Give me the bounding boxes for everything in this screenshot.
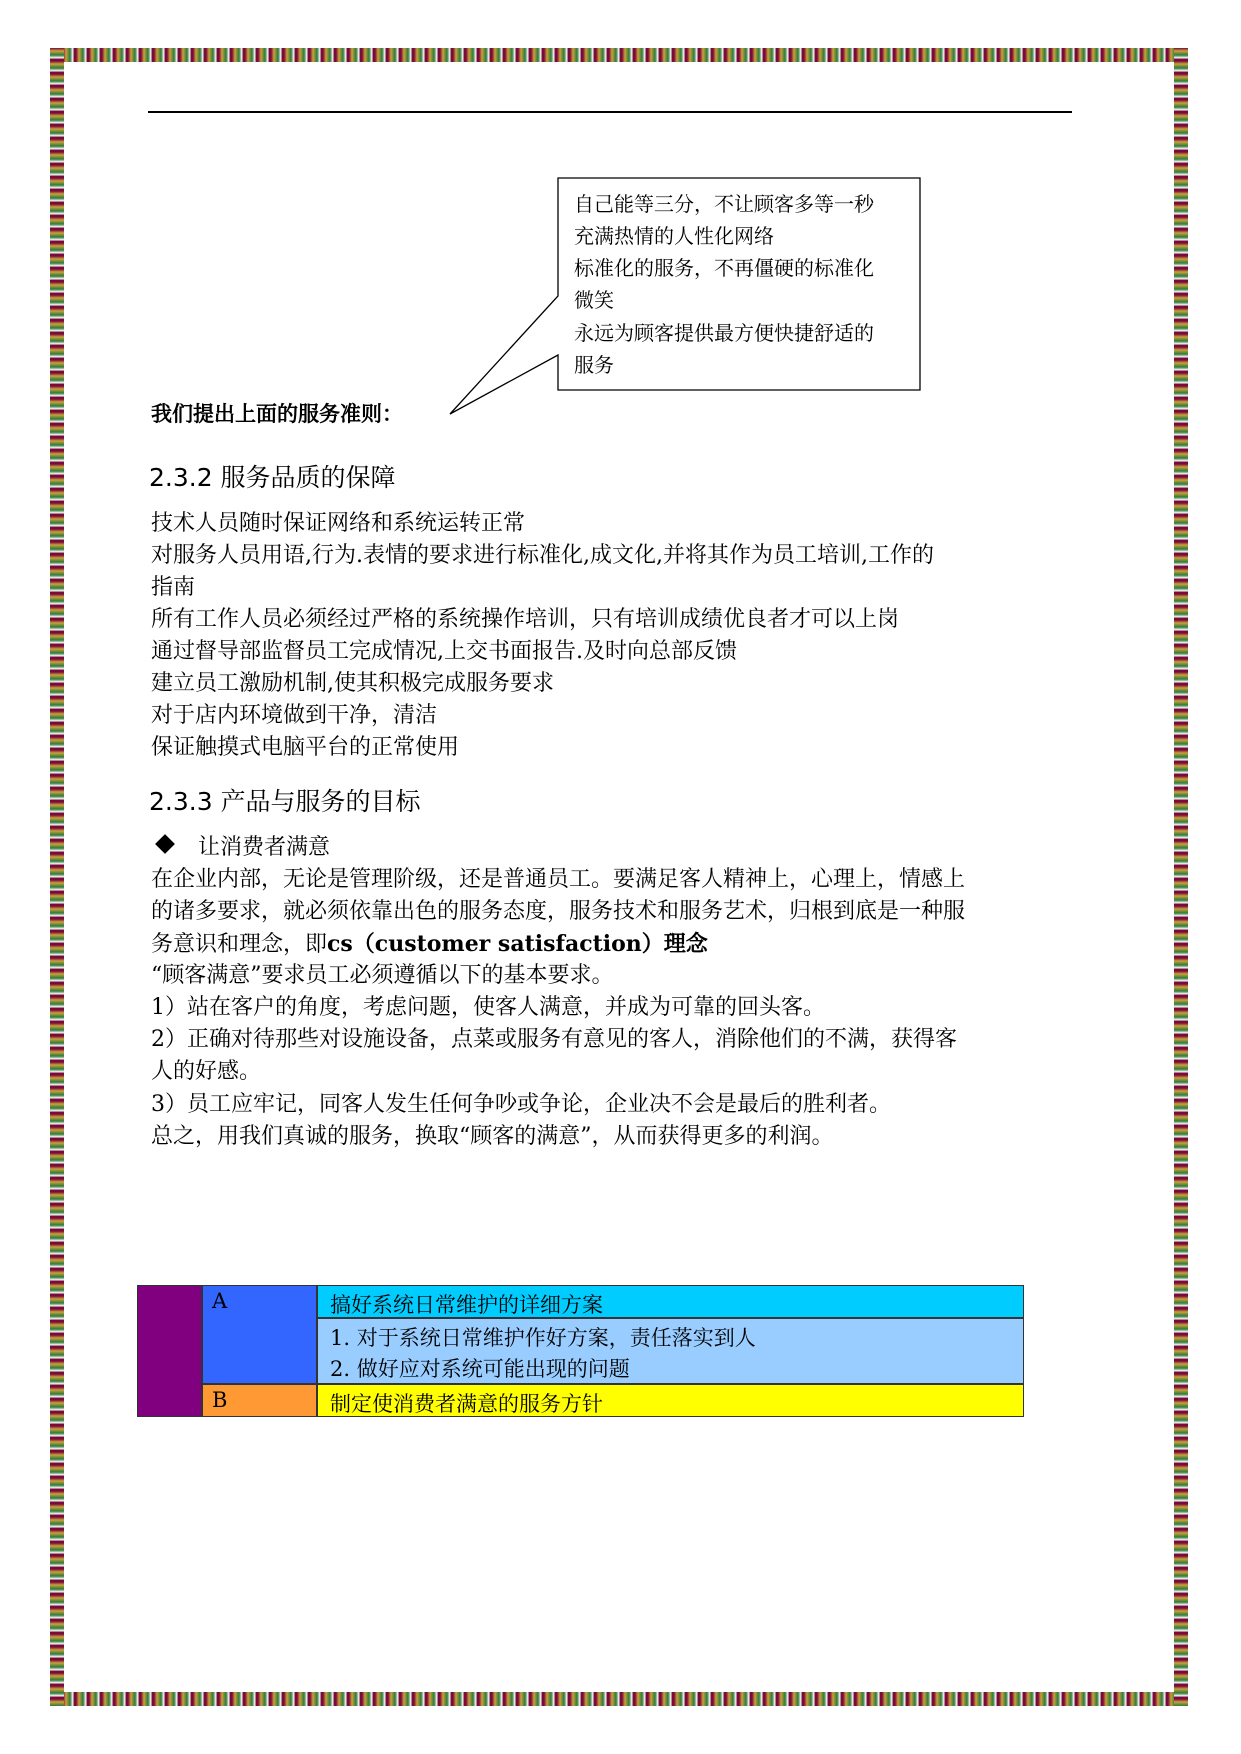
intro-text: 我们提出上面的服务准则： [151, 402, 403, 426]
row-a-item: 2. 做好应对系统可能出现的问题 [330, 1357, 630, 1381]
body-line: 3）员工应牢记，同客人发生任何争吵或争论，企业决不会是最后的胜利者。 [151, 1092, 891, 1117]
callout-line: 微笑 [574, 288, 614, 312]
body-line: 人的好感。 [151, 1059, 262, 1084]
body-line: 2）正确对待那些对设施设备，点菜或服务有意见的客人，消除他们的不满，获得客 [151, 1027, 957, 1052]
table-side-bar [137, 1285, 202, 1417]
body-line: 保证触摸式电脑平台的正常使用 [151, 735, 460, 760]
body-line: 通过督导部监督员工完成情况,上交书面报告.及时向总部反馈 [151, 639, 737, 664]
body-line: 在企业内部，无论是管理阶级，还是普通员工。要满足客人精神上，心理上，情感上 [151, 867, 966, 892]
callout-line: 服务 [574, 353, 614, 377]
body-line: 总之，用我们真诚的服务，换取“顾客的满意”，从而获得更多的利润。 [151, 1124, 834, 1149]
body-line: 对服务人员用语,行为.表情的要求进行标准化,成文化,并将其作为员工培训,工作的 [151, 543, 934, 568]
row-a-item: 1. 对于系统日常维护作好方案，责任落实到人 [330, 1326, 756, 1350]
callout-line: 自己能等三分，不让顾客多等一秒 [574, 192, 874, 216]
body-line: 对于店内环境做到干净，清洁 [151, 703, 438, 728]
callout-line: 充满热情的人性化网络 [574, 224, 774, 248]
row-a-label: A [212, 1289, 228, 1313]
body-line [151, 928, 708, 961]
body-line: 1）站在客户的角度，考虑问题，使客人满意，并成为可靠的回头客。 [151, 995, 825, 1020]
callout-line: 标准化的服务，不再僵硬的标准化 [574, 256, 874, 280]
row-b-label: B [212, 1388, 228, 1412]
row-a-title: 搞好系统日常维护的详细方案 [330, 1293, 603, 1317]
bullet-text: 让消费者满意 [198, 835, 331, 860]
callout-line: 永远为顾客提供最方便快捷舒适的 [574, 321, 874, 345]
cs-term: cs（customer satisfaction）理念 [327, 931, 708, 957]
body-line: 建立员工激励机制,使其积极完成服务要求 [151, 671, 554, 696]
section-heading: 2.3.2 服务品质的保障 [149, 463, 396, 492]
body-line: 所有工作人员必须经过严格的系统操作培训，只有培训成绩优良者才可以上岗 [151, 607, 900, 632]
diamond-bullet-icon [155, 834, 175, 854]
body-line: 指南 [151, 575, 196, 600]
bullet-item [151, 832, 330, 864]
body-line: 技术人员随时保证网络和系统运转正常 [151, 511, 526, 536]
row-b-title: 制定使消费者满意的服务方针 [330, 1392, 603, 1416]
section-heading: 2.3.3 产品与服务的目标 [149, 787, 421, 816]
body-text: 务意识和理念，即 [151, 932, 328, 957]
body-line: “顾客满意”要求员工必须遵循以下的基本要求。 [151, 963, 614, 988]
body-line: 的诸多要求，就必须依靠出色的服务态度，服务技术和服务艺术，归根到底是一种服 [151, 899, 966, 924]
